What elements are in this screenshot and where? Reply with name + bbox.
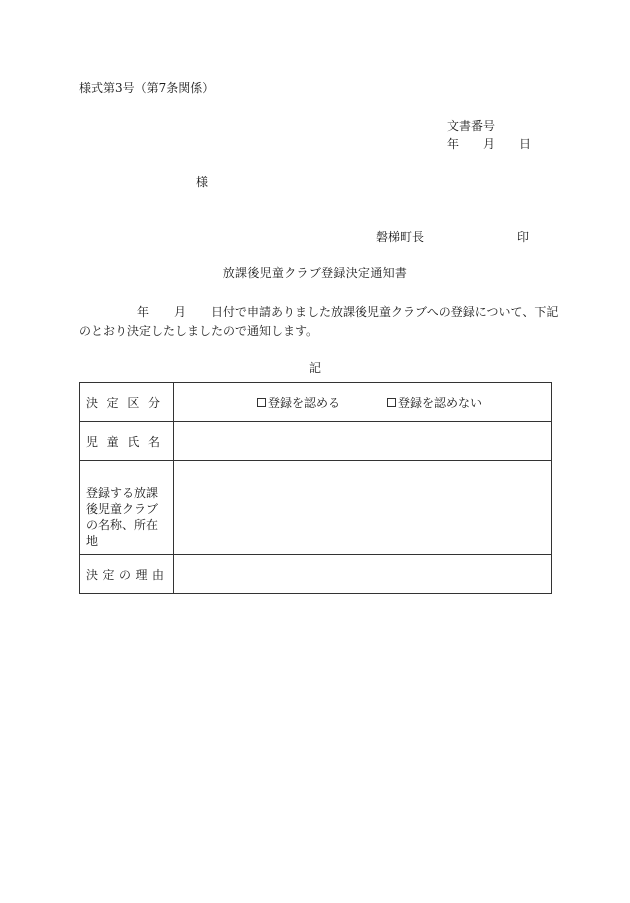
club-name-location-label: 登録する放課後児童クラブの名称、所在地: [80, 461, 174, 555]
seal-mark: 印: [517, 230, 530, 244]
date-day: 日: [519, 137, 532, 151]
body-year: 年: [137, 305, 150, 319]
decision-category-label: 決 定 区 分: [80, 383, 174, 422]
checkbox-reject[interactable]: [387, 398, 396, 407]
club-name-location-value[interactable]: [174, 461, 552, 555]
table-row: [80, 461, 552, 555]
body-paragraph: [79, 303, 559, 341]
body-month: 月: [174, 305, 187, 319]
decision-reason-value[interactable]: [174, 555, 552, 594]
decision-table: [79, 382, 552, 594]
child-name-value[interactable]: [174, 422, 552, 461]
option-reject[interactable]: 登録を認めない: [387, 394, 482, 411]
decision-category-value: [174, 383, 552, 422]
decision-reason-label: 決 定 の 理 由: [80, 555, 174, 594]
body-line-1: [79, 303, 559, 322]
date-year: 年: [447, 137, 460, 151]
form-id: 様式第3号（第7条関係）: [79, 81, 215, 95]
addressee-suffix: 様: [196, 175, 209, 189]
child-name-label: 児 童 氏 名: [80, 422, 174, 461]
body-line-2: のとおり決定したしましたので通知します。: [79, 324, 319, 338]
option-approve[interactable]: 登録を認める: [257, 394, 340, 411]
ki-heading: 記: [308, 361, 321, 375]
table-row: [80, 555, 552, 594]
body-line-1-text: 日付で申請ありました放課後児童クラブへの登録について、下記: [211, 305, 559, 319]
issuer-name: 磐梯町長: [376, 230, 425, 244]
date-month: 月: [483, 137, 496, 151]
table-row: [80, 383, 552, 422]
table-row: [80, 422, 552, 461]
document-title: 放課後児童クラブ登録決定通知書: [222, 266, 408, 280]
checkbox-approve[interactable]: [257, 398, 266, 407]
document-number-label: 文書番号: [447, 119, 496, 133]
issue-date: [447, 137, 531, 151]
